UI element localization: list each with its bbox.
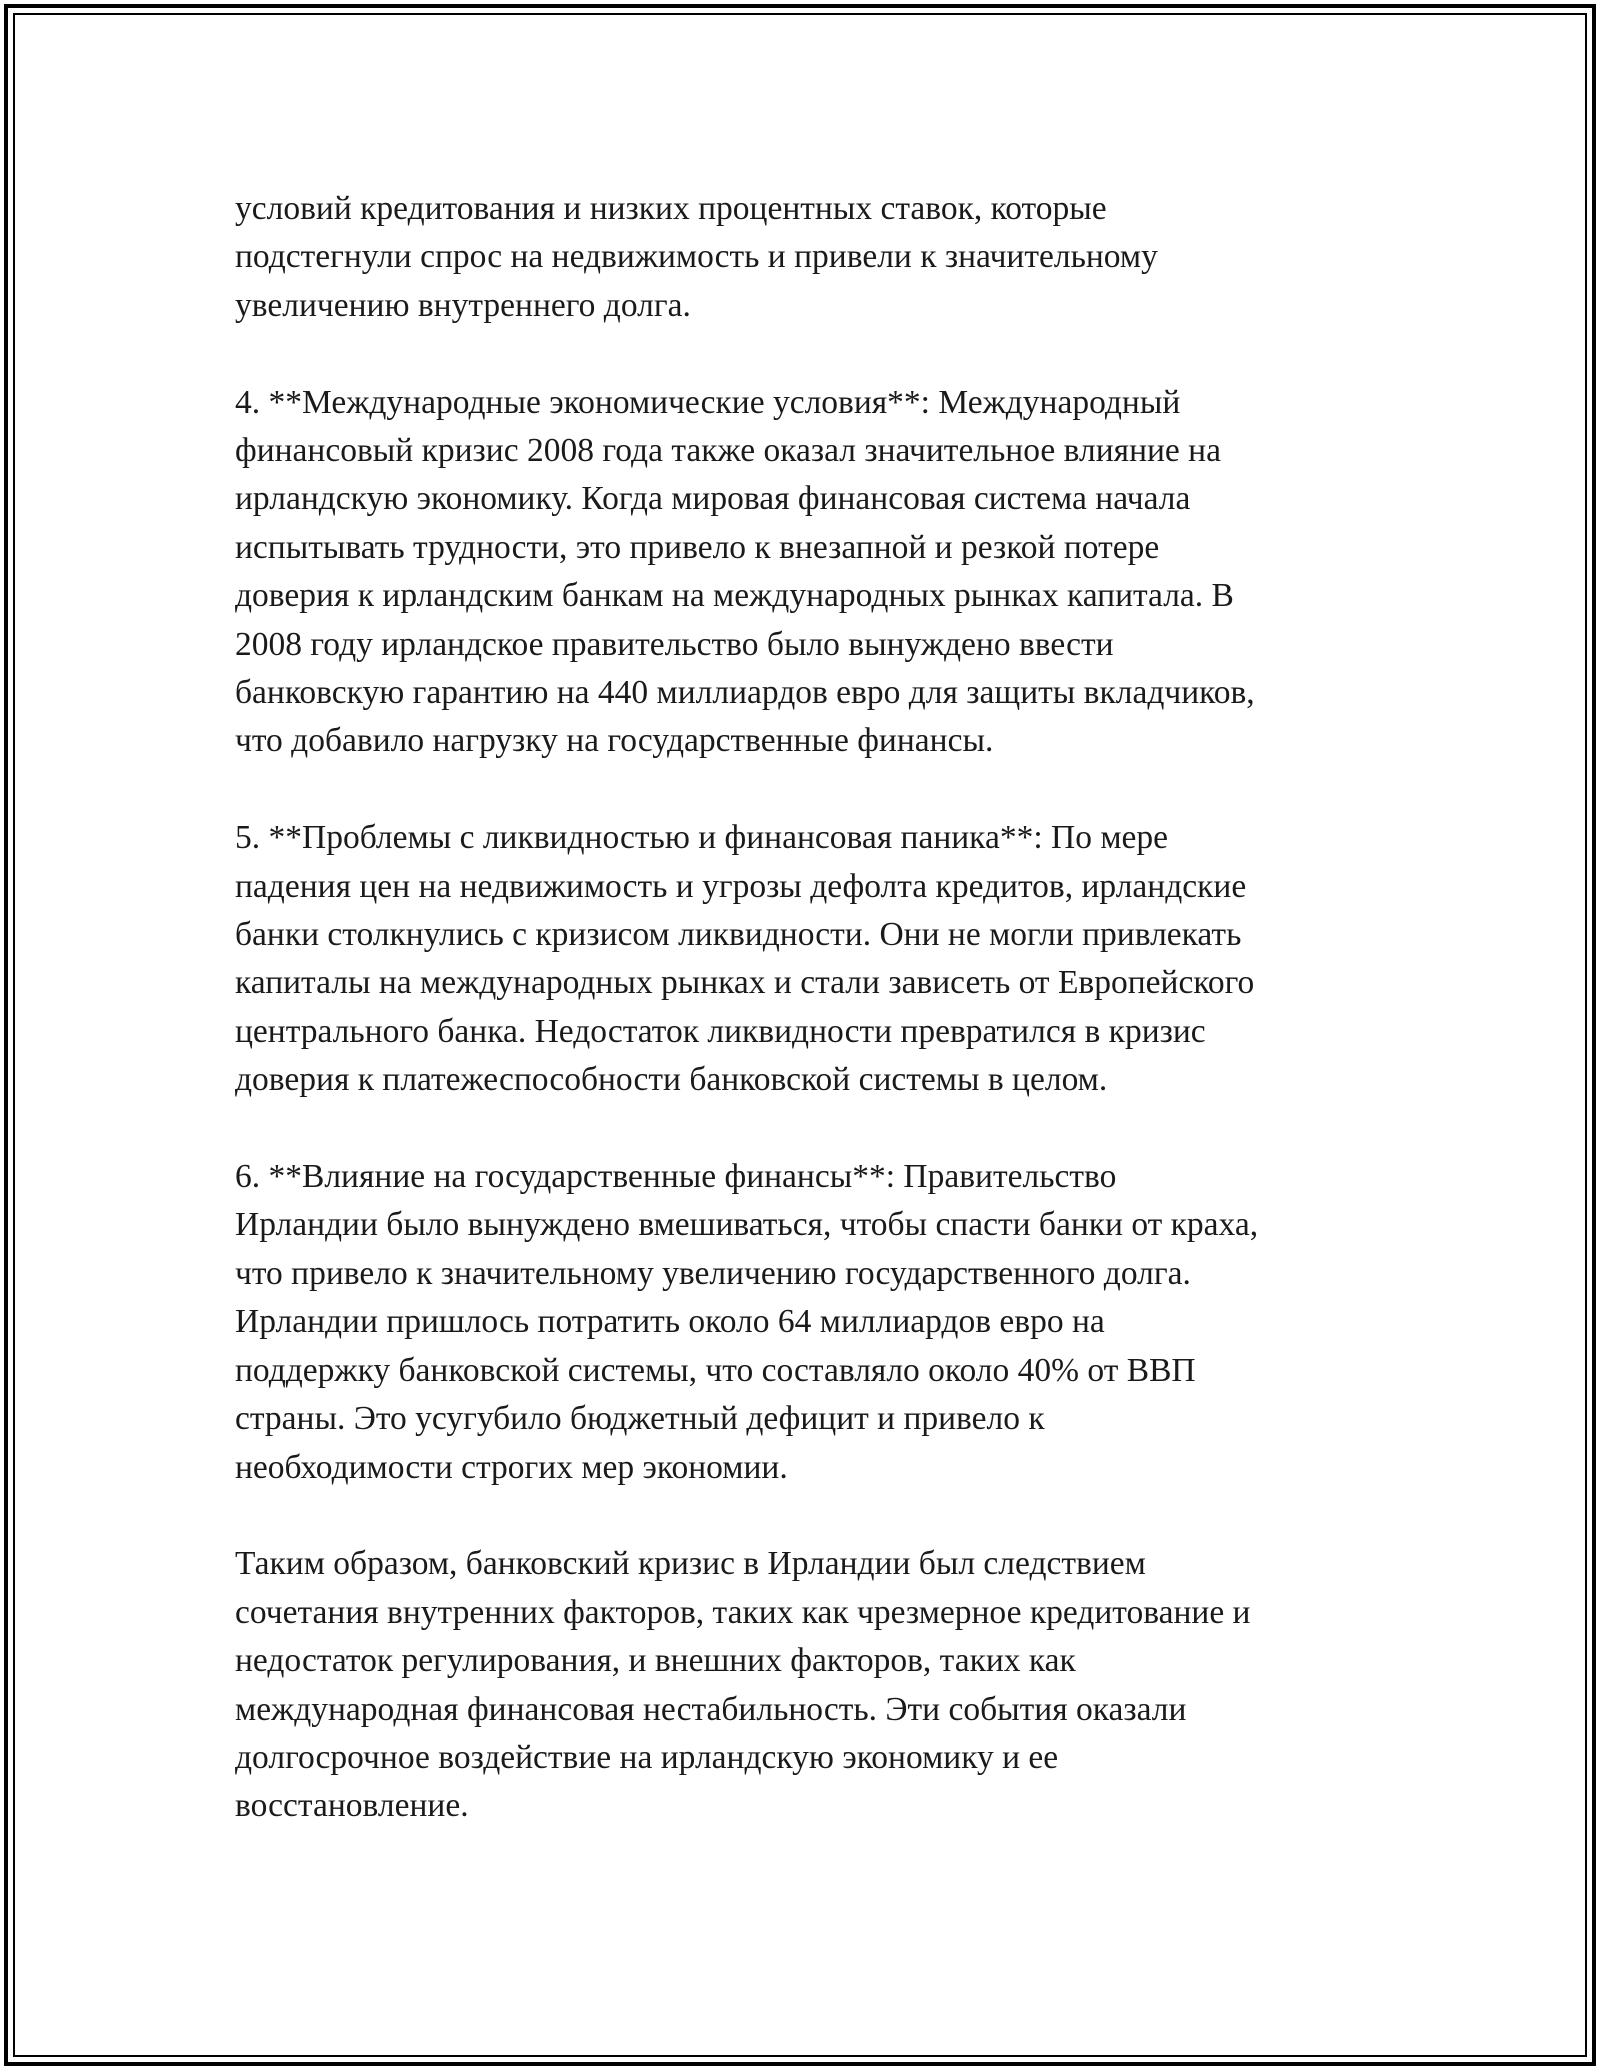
text-line: доверия к платежеспособности банковской системы в целом. <box>235 1061 1108 1099</box>
text-line: 4. **Международные экономические условия**: Международный <box>235 383 1181 421</box>
text-line: что добавило нагрузку на государственные финансы. <box>235 722 994 760</box>
paragraph-item-5 <box>235 814 1375 1104</box>
paragraph-item-4 <box>235 379 1375 766</box>
text-line: страны. Это усугубило бюджетный дефицит и привело к <box>235 1400 1045 1438</box>
text-line: капиталы на международных рынках и стали зависеть от Европейского <box>235 964 1255 1002</box>
text-line: Ирландии пришлось потратить около 64 миллиардов евро на <box>235 1303 1105 1341</box>
paragraph-continuation <box>235 185 1375 330</box>
text-line: подстегнули спрос на недвижимость и привели к значительному <box>235 238 1158 276</box>
text-line: 2008 году ирландское правительство было вынуждено ввести <box>235 625 1114 663</box>
document-body <box>235 185 1375 1831</box>
text-line: что привело к значительному увеличению государственного долга. <box>235 1254 1191 1292</box>
text-line: поддержку банковской системы, что составляло около 40% от ВВП <box>235 1351 1196 1389</box>
text-line: недостаток регулирования, и внешних факторов, таких как <box>235 1642 1076 1680</box>
text-line: Ирландии было вынуждено вмешиваться, чтобы спасти банки от краха, <box>235 1206 1259 1244</box>
text-line: 6. **Влияние на государственные финансы**: Правительство <box>235 1158 1117 1196</box>
text-line: финансовый кризис 2008 года также оказал значительное влияние на <box>235 432 1221 470</box>
text-line: центрального банка. Недостаток ликвидности превратился в кризис <box>235 1012 1206 1050</box>
text-line: увеличению внутреннего долга. <box>235 286 691 324</box>
paragraph-item-6 <box>235 1153 1375 1492</box>
text-line: банковскую гарантию на 440 миллиардов евро для защиты вкладчиков, <box>235 674 1255 712</box>
text-line: доверия к ирландским банкам на международных рынках капитала. В <box>235 577 1234 615</box>
text-line: испытывать трудности, это привело к внезапной и резкой потере <box>235 528 1160 566</box>
text-line: долгосрочное воздействие на ирландскую экономику и ее <box>235 1738 1059 1776</box>
text-line: 5. **Проблемы с ликвидностью и финансовая паника**: По мере <box>235 819 1169 857</box>
text-line: сочетания внутренних факторов, таких как чрезмерное кредитование и <box>235 1593 1251 1631</box>
paragraph-conclusion <box>235 1540 1375 1830</box>
text-line: международная финансовая нестабильность. Эти события оказали <box>235 1690 1187 1728</box>
text-line: условий кредитования и низких процентных ставок, которые <box>235 190 1107 227</box>
text-line: банки столкнулись с кризисом ликвидности. Они не могли привлекать <box>235 916 1242 954</box>
text-line: ирландскую экономику. Когда мировая финансовая система начала <box>235 480 1191 518</box>
text-line: Таким образом, банковский кризис в Ирландии был следствием <box>235 1545 1146 1583</box>
text-line: восстановление. <box>235 1787 469 1825</box>
text-line: необходимости строгих мер экономии. <box>235 1448 788 1486</box>
text-line: падения цен на недвижимость и угрозы дефолта кредитов, ирландские <box>235 867 1247 905</box>
